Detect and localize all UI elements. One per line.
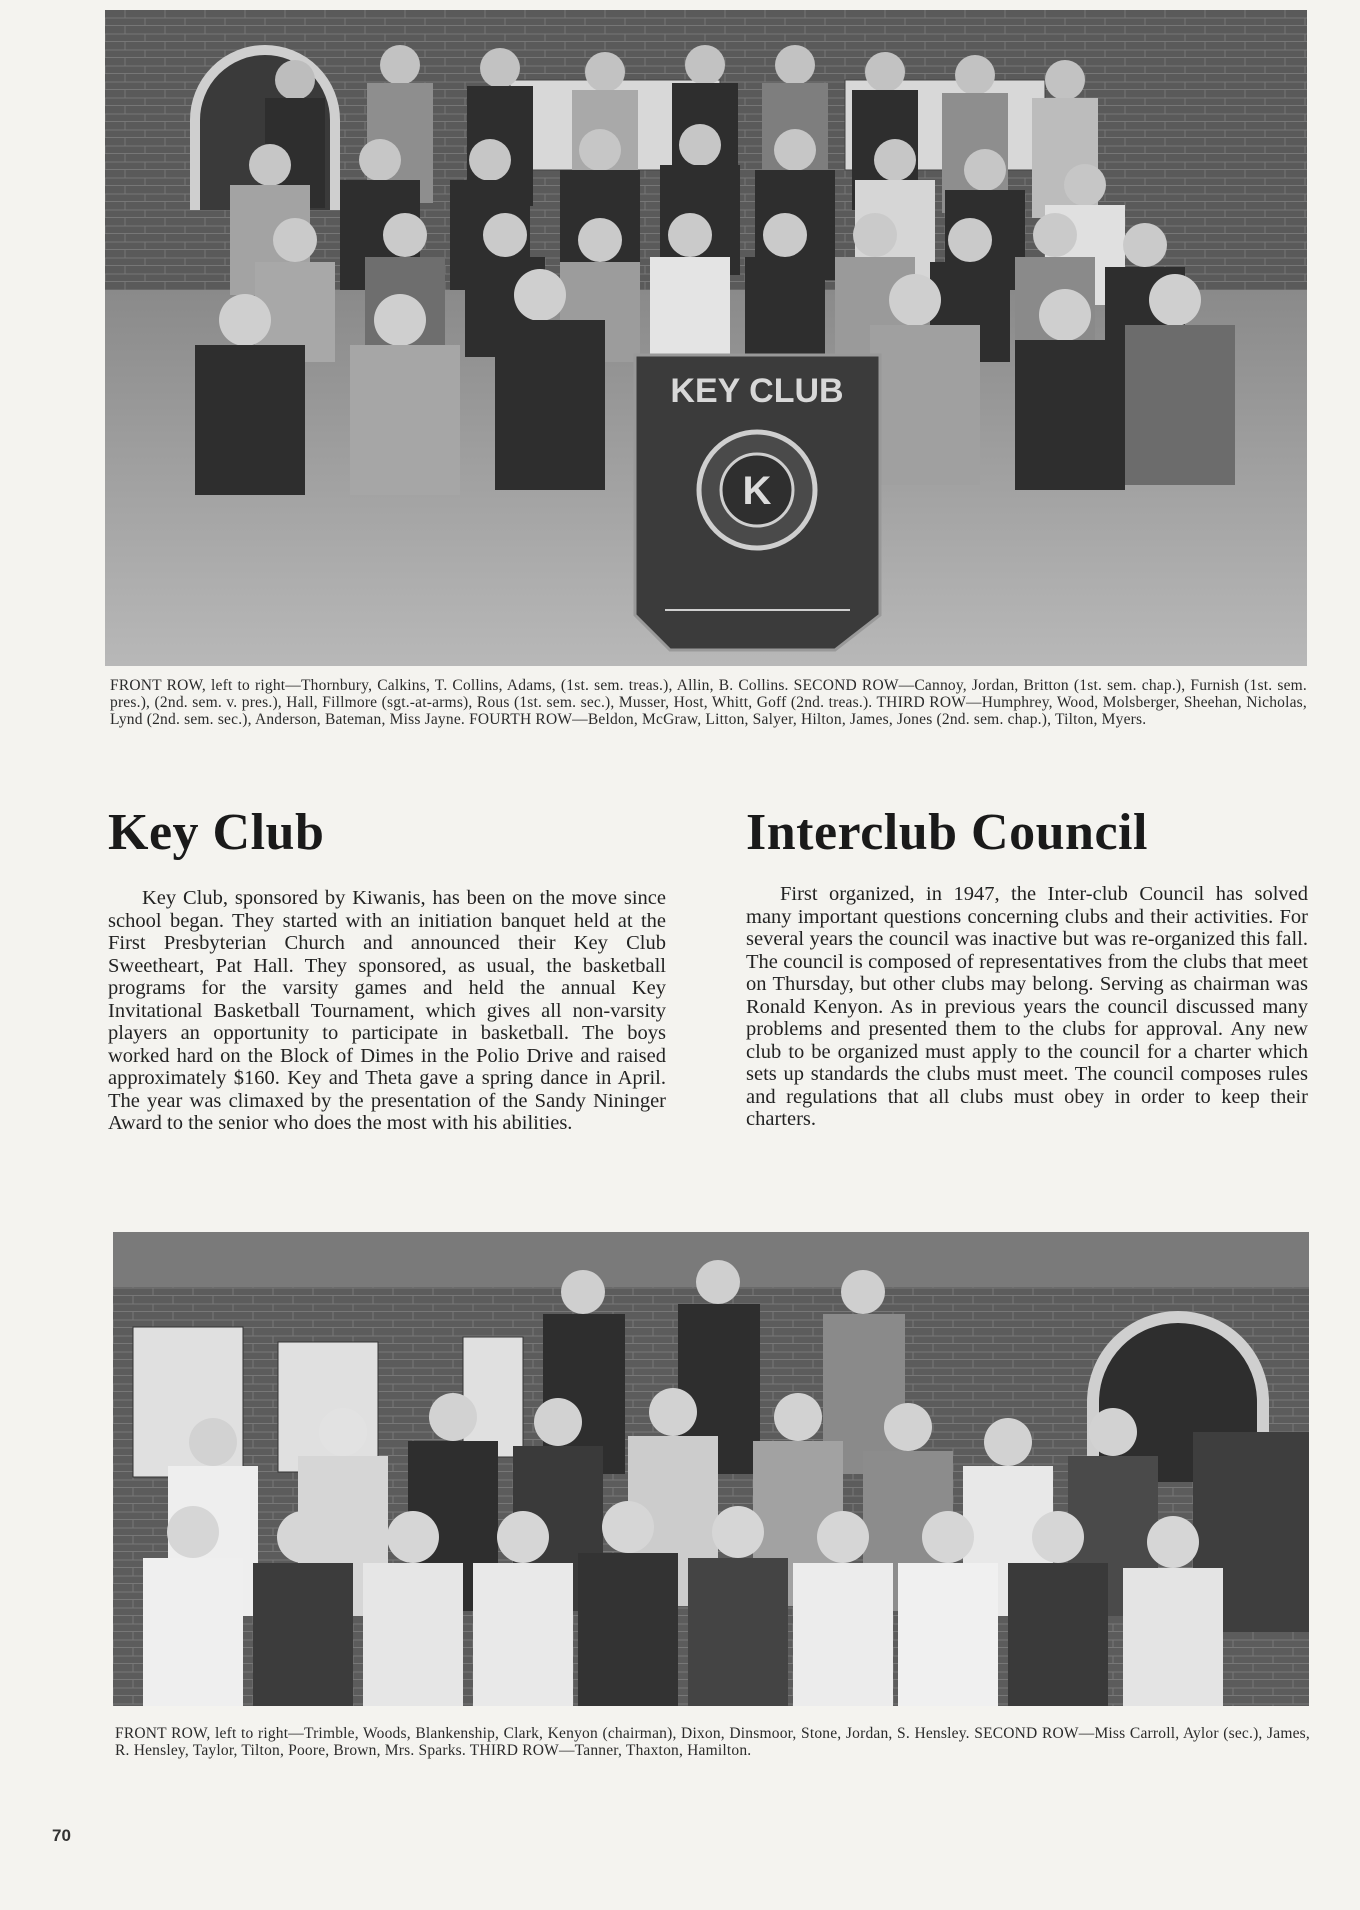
interclub-council-photo-caption: FRONT ROW, left to right—Trimble, Woods, Blankenship, Clark, Kenyon (chairman), Dixon, Dinsmoor, Stone, Jordan, S. Hensley. SECOND ROW—Miss Carroll, Aylor (sec.), James, R. Hensley, Taylor, Tilton, Poore, Brown, Mrs. Sparks. THIRD ROW—Tanner, Thaxton, Hamilton. <box>115 1725 1310 1759</box>
key-club-photo <box>105 10 1307 666</box>
key-club-photo-caption: FRONT ROW, left to right—Thornbury, Calkins, T. Collins, Adams, (1st. sem. treas.), Allin, B. Collins. SECOND ROW—Cannoy, Jordan, Britton (1st. sem. chap.), Furnish (1st. sem. pres.), (2nd. sem. v. pres.), Hall, Fillmore (sgt.-at-arms), Rous (1st. sem. sec.), Musser, Host, Whitt, Goff (2nd. treas.). THIRD ROW—Humphrey, Wood, Molsberger, Sheehan, Nicholas, Lynd (2nd. sem. sec.), Anderson, Bateman, Miss Jayne. FOURTH ROW—Beldon, McGraw, Litton, Salyer, Hilton, James, Jones (2nd. sem. chap.), Tilton, Myers. <box>110 677 1307 728</box>
interclub-council-heading: Interclub Council <box>746 804 1148 861</box>
pennant-title: KEY CLUB <box>670 372 844 410</box>
key-club-heading: Key Club <box>108 804 325 861</box>
key-club-body: Key Club, sponsored by Kiwanis, has been on the move since school began. They started with an initiation banquet held at the First Presbyterian Church and announced their Key Club Sweetheart, Pat Hall. They sponsored, as usual, the basketball programs for the varsity games and held the annual Key Invitational Basketball Tournament, which gives all non-varsity players an opportunity to participate in basketball. The boys worked hard on the Block of Dimes in the Polio Drive and raised approximately $160. Key and Theta gave a spring dance in April. The year was climaxed by the presentation of the Sandy Nininger Award to the senior who does the most with his abilities. <box>108 887 666 1134</box>
interclub-council-photo <box>113 1232 1309 1706</box>
interclub-council-body: First organized, in 1947, the Inter-club Council has solved many important questions concerning clubs and their activities. For several years the council was inactive but was re-organized this fall. The council is composed of representatives from the clubs that meet on Thursday, but other clubs may belong. Serving as chairman was Ronald Kenyon. As in previous years the council discussed many problems and presented them to the clubs for approval. Any new club to be organized must apply to the council for a charter which sets up standards the clubs must meet. The council composes rules and regulations that all clubs must obey in order to keep their charters. <box>746 883 1308 1130</box>
svg-text:K: K <box>742 469 772 513</box>
page-number: 70 <box>52 1826 71 1845</box>
